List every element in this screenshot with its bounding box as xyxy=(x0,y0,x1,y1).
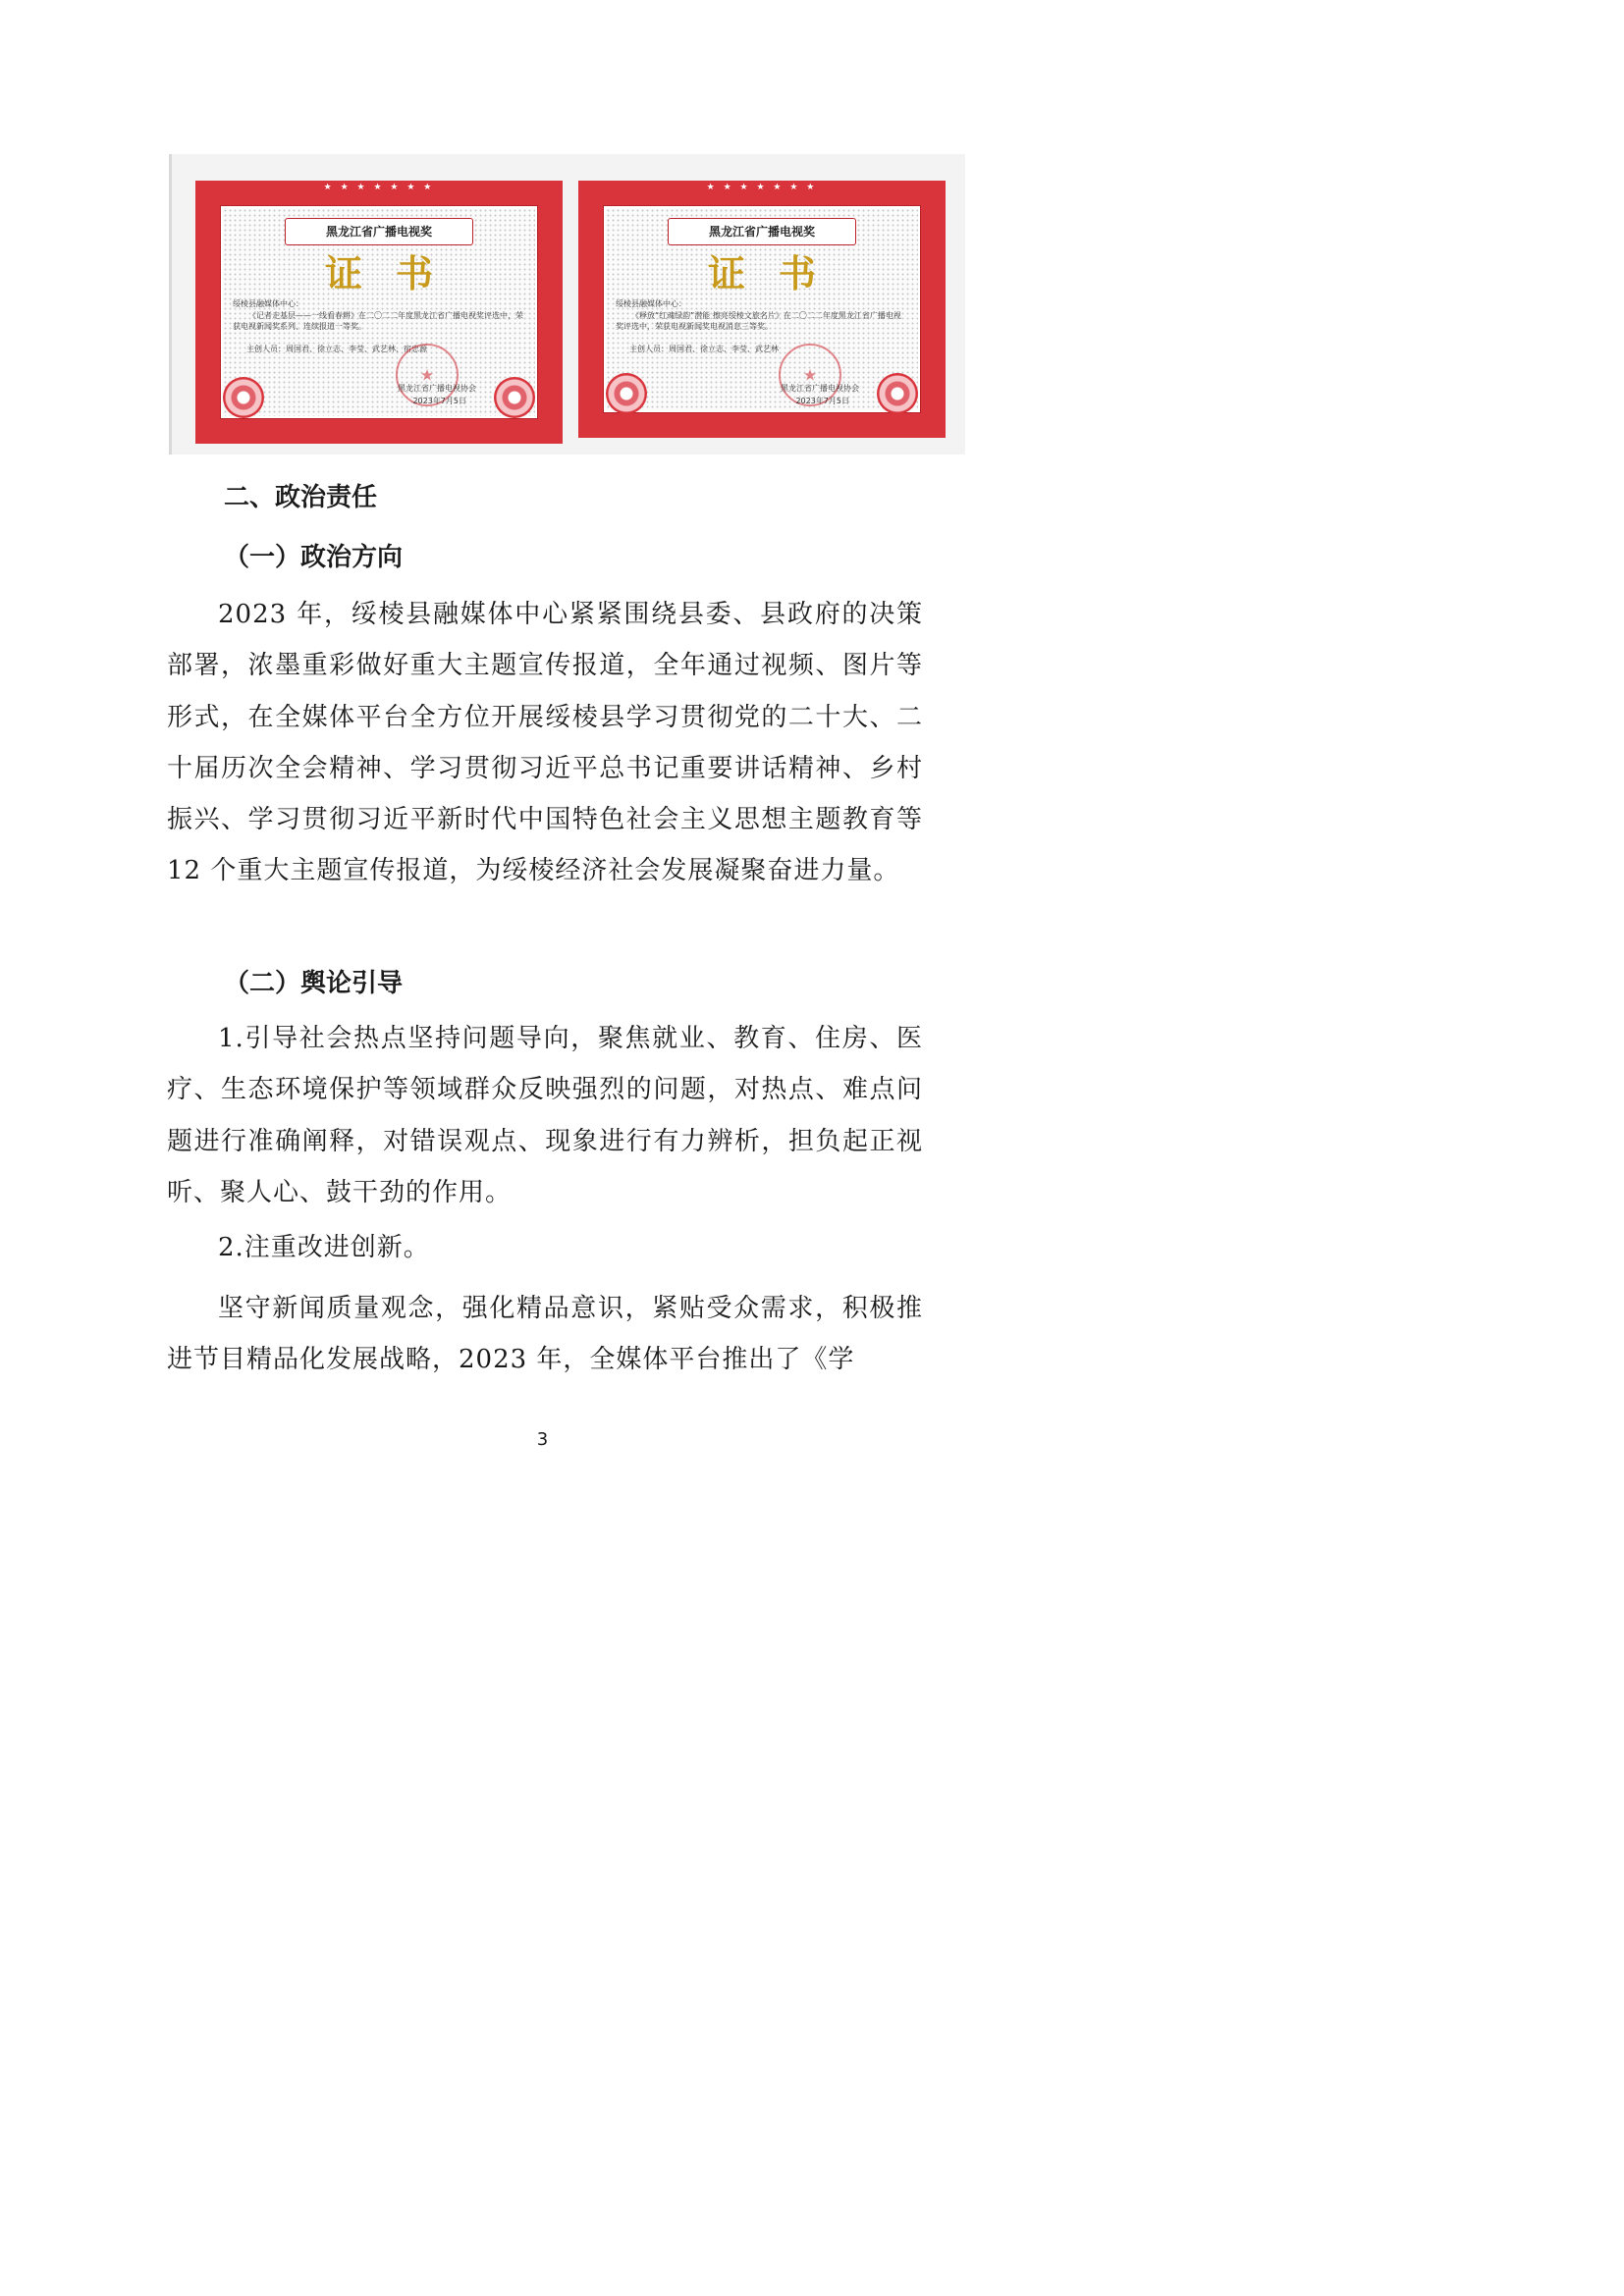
paragraph-hot-topics: 1.引导社会热点坚持问题导向，聚焦就业、教育、住房、医疗、生态环境保护等领域群众反映强烈的问题，对热点、难点问题进行准确阐释，对错误观点、现象进行有力辨析，担负起正视听、聚人心、鼓干劲的作用。 xyxy=(167,1024,923,1207)
certificate-recipient: 绥棱县融媒体中心： xyxy=(233,299,303,308)
certificate-banner: 黑龙江省广播电视奖 xyxy=(285,218,473,245)
certificate-title: 证书 xyxy=(707,251,849,295)
certificate-creators: 主创人员：周国君、徐立志、李莹、武艺林、宿忠源 xyxy=(246,345,427,353)
certificate-recipient: 绥棱县融媒体中心： xyxy=(616,299,686,308)
flower-ornament-icon xyxy=(877,373,918,414)
certificate-body: 《记者走基层——一线看春耕》在二〇二二年度黑龙江省广播电视奖评选中，荣获电视新闻奖系列、连续报道一等奖。 xyxy=(233,311,523,331)
paragraph-innovation: 2.注重改进创新。 xyxy=(218,1233,430,1262)
certificate-date: 2023年7月5日 xyxy=(412,397,466,405)
certificate-issuer: 黑龙江省广播电视协会 xyxy=(781,384,859,393)
subsection-heading-political-direction: （一）政治方向 xyxy=(224,543,404,572)
paragraph-political-direction: 2023 年，绥棱县融媒体中心紧紧围绕县委、县政府的决策部署，浓墨重彩做好重大主题宣传报道，全年通过视频、图片等形式，在全媒体平台全方位开展绥棱县学习贯彻党的二十大、二十届历次全会精神、学习贯彻习近平总书记重要讲话精神、乡村振兴、学习贯彻习近平新时代中国特色社会主义思想主题教育等 12 个重大主题宣传报道，为绥棱经济社会发展凝聚奋进力量。 xyxy=(167,600,923,886)
page-number: 3 xyxy=(536,1429,549,1450)
decorative-stars: ★ ★ ★ ★ ★ ★ ★ xyxy=(323,183,435,192)
flower-ornament-icon xyxy=(494,377,535,418)
section-heading: 二、政治责任 xyxy=(224,483,378,512)
certificate-date: 2023年7月5日 xyxy=(795,397,849,405)
certificate-body: 《释放“红魂绿韵”潜能 擦亮绥棱文旅名片》在二〇二二年度黑龙江省广播电视奖评选中，荣获电视新闻奖电视消息三等奖。 xyxy=(616,311,901,331)
certificate-photo xyxy=(169,154,965,454)
flower-ornament-icon xyxy=(606,373,647,414)
certificate-title: 证书 xyxy=(324,251,466,295)
certificate-banner: 黑龙江省广播电视奖 xyxy=(668,218,856,245)
paragraph-quality: 坚守新闻质量观念，强化精品意识，紧贴受众需求，积极推进节目精品化发展战略，2023 年，全媒体平台推出了《学 xyxy=(167,1294,923,1375)
certificate-1 xyxy=(195,181,563,444)
decorative-stars: ★ ★ ★ ★ ★ ★ ★ xyxy=(706,183,818,192)
subsection-heading-public-opinion: （二）舆论引导 xyxy=(224,969,404,998)
certificate-creators: 主创人员：周国君、徐立志、李莹、武艺林 xyxy=(629,345,779,353)
certificate-2 xyxy=(578,181,946,438)
certificate-issuer: 黑龙江省广播电视协会 xyxy=(398,384,476,393)
flower-ornament-icon xyxy=(223,377,264,418)
